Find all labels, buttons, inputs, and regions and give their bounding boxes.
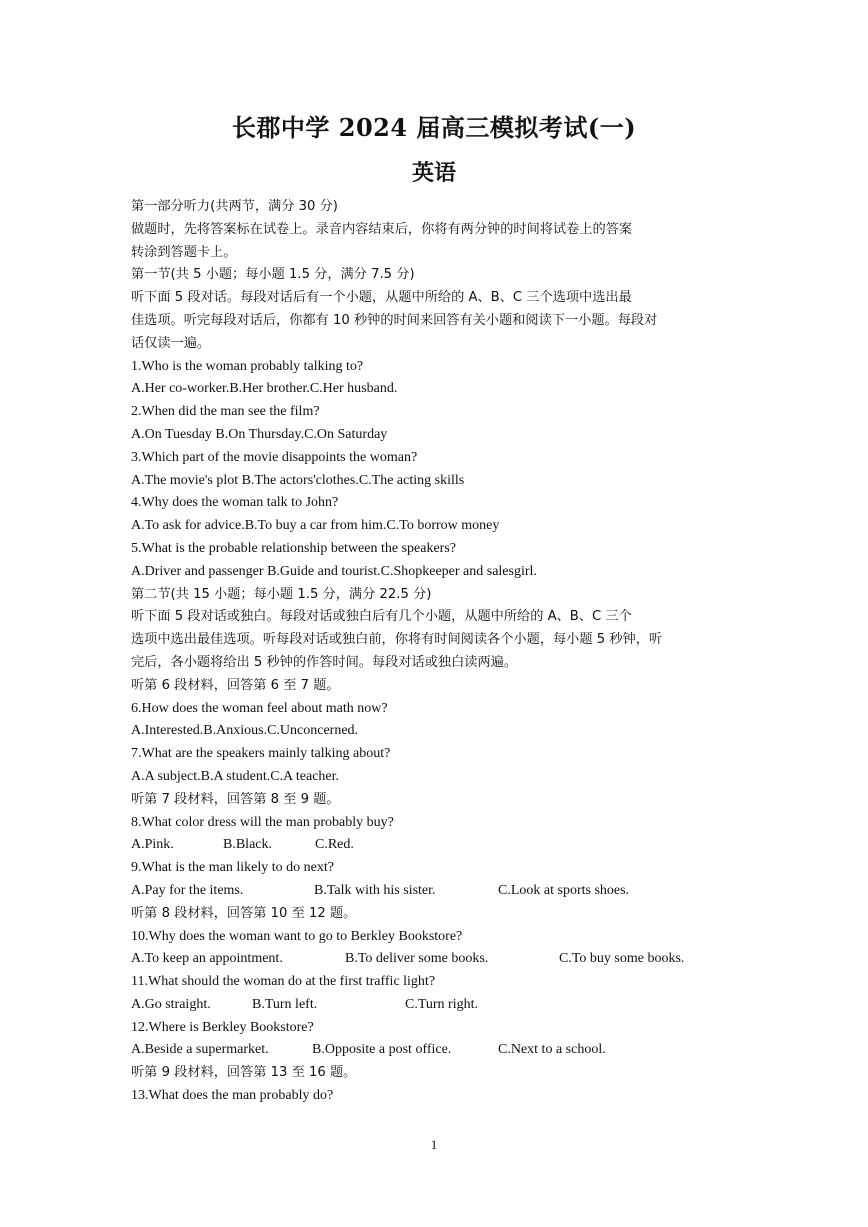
question-6-options: A.Interested.B.Anxious.C.Unconcerned. [131,723,359,739]
section-one-heading: 第一节(共 5 小题；每小题 1.5 分，满分 7.5 分) [131,267,415,283]
question-13: 13.What does the man probably do? [131,1088,334,1104]
question-6: 6.How does the woman feel about math now? [131,700,388,716]
question-5-options: A.Driver and passenger B.Guide and tourist.C.Shopkeeper and salesgirl. [131,563,537,579]
question-3-options: A.The movie's plot B.The actors'clothes.C.The acting skills [131,472,465,488]
option-b: B.To deliver some books. [345,951,489,967]
instruction-line: 佳选项。听完每段对话后，你都有 10 秒钟的时间来回答有关小题和阅读下一小题。每段对 [131,312,658,328]
question-9-options [131,880,751,903]
exam-title: 长郡中学 2024 届高三模拟考试(一) [231,113,637,142]
question-3: 3.Which part of the movie disappoints the woman? [131,449,418,465]
question-12-options [131,1039,751,1062]
option-a: A.To keep an appointment. [131,951,283,967]
option-c: C.Turn right. [405,996,479,1012]
question-11: 11.What should the woman do at the first traffic light? [131,974,436,990]
page-number: 1 [430,1137,438,1152]
option-c: C.To buy some books. [559,951,685,967]
question-2-options: A.On Tuesday B.On Thursday.C.On Saturday [131,426,388,442]
option-b: B.Talk with his sister. [314,882,436,898]
instruction-line: 话仅读一遍。 [131,335,211,351]
question-10-options [131,948,751,971]
option-a: A.Pink. [131,837,174,853]
option-b: B.Black. [223,837,272,853]
question-4: 4.Why does the woman talk to John? [131,495,339,511]
option-a: A.Go straight. [131,996,211,1012]
question-8-options [131,834,751,857]
question-1: 1.Who is the woman probably talking to? [131,358,364,374]
question-11-options [131,994,751,1017]
question-7: 7.What are the speakers mainly talking about? [131,746,391,762]
question-9: 9.What is the man likely to do next? [131,860,334,876]
instruction-line: 完后，各小题将给出 5 秒钟的作答时间。每段对话或独白读两遍。 [131,654,518,670]
question-8: 8.What color dress will the man probably buy? [131,814,394,830]
material-6-heading: 听第 6 段材料，回答第 6 至 7 题。 [131,677,340,693]
section-two-heading: 第二节(共 15 小题；每小题 1.5 分，满分 22.5 分) [131,586,432,602]
option-b: B.Turn left. [252,996,318,1012]
instruction-line: 听下面 5 段对话。每段对话后有一个小题，从题中所给的 A、B、C 三个选项中选出最 [131,290,632,306]
question-4-options: A.To ask for advice.B.To buy a car from him.C.To borrow money [131,518,500,534]
option-c: C.Look at sports shoes. [498,882,630,898]
option-a: A.Pay for the items. [131,882,244,898]
instruction-line: 听下面 5 段对话或独白。每段对话或独白后有几个小题，从题中所给的 A、B、C 三个 [131,609,632,625]
question-2: 2.When did the man see the film? [131,404,320,420]
question-1-options: A.Her co-worker.B.Her brother.C.Her husband. [131,381,398,397]
question-7-options: A.A subject.B.A student.C.A teacher. [131,768,340,784]
option-a: A.Beside a supermarket. [131,1042,269,1058]
material-7-heading: 听第 7 段材料，回答第 8 至 9 题。 [131,791,340,807]
instruction-line: 选项中选出最佳选项。听每段对话或独白前，你将有时间阅读各个小题，每小题 5 秒钟，听 [131,632,663,648]
instruction-line: 做题时，先将答案标在试卷上。录音内容结束后，你将有两分钟的时间将试卷上的答案 [131,221,633,237]
material-8-heading: 听第 8 段材料，回答第 10 至 12 题。 [131,905,357,921]
subject-heading: 英语 [411,160,456,186]
question-12: 12.Where is Berkley Bookstore? [131,1019,314,1035]
part-one-heading: 第一部分听力(共两节，满分 30 分) [131,199,338,214]
question-5: 5.What is the probable relationship between the speakers? [131,540,456,556]
option-b: B.Opposite a post office. [312,1042,452,1058]
instruction-line: 转涂到答题卡上。 [131,244,237,260]
option-c: C.Next to a school. [498,1042,606,1058]
question-10: 10.Why does the woman want to go to Berkley Bookstore? [131,928,463,944]
exam-content [131,196,751,1108]
option-c: C.Red. [315,837,354,853]
material-9-heading: 听第 9 段材料，回答第 13 至 16 题。 [131,1065,357,1081]
